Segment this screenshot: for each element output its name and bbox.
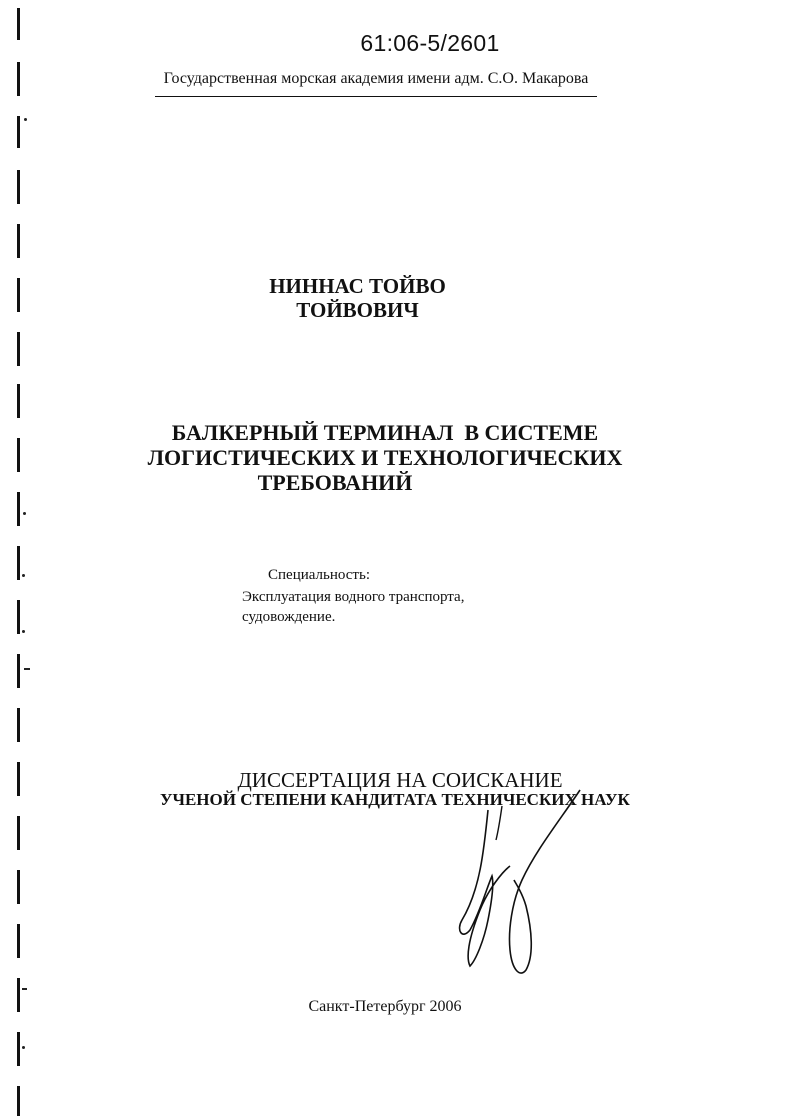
binding-mark xyxy=(17,762,20,796)
binding-mark xyxy=(17,384,20,418)
binding-speck xyxy=(22,1046,25,1049)
specialty-label: Специальность: xyxy=(268,567,370,583)
binding-mark xyxy=(17,654,20,688)
binding-mark xyxy=(17,332,20,366)
handwritten-signature xyxy=(440,780,600,980)
signature-stroke xyxy=(510,790,581,973)
specialty-line-2: судовождение. xyxy=(242,609,336,625)
title-line-1: БАЛКЕРНЫЙ ТЕРМИНАЛ В СИСТЕМЕ xyxy=(171,420,599,445)
binding-mark xyxy=(17,224,20,258)
binding-mark xyxy=(17,600,20,634)
binding-speck xyxy=(24,668,30,670)
title-line-2: ЛОГИСТИЧЕСКИХ И ТЕХНОЛОГИЧЕСКИХ xyxy=(147,445,623,470)
binding-speck xyxy=(22,574,25,577)
binding-mark xyxy=(17,116,20,148)
binding-speck xyxy=(23,512,26,515)
binding-mark xyxy=(17,1086,20,1116)
degree-line-2: УЧЕНОЙ СТЕПЕНИ КАНДИТАТА ТЕХНИЧЕСКИХ НАУК xyxy=(160,790,630,809)
dissertation-title xyxy=(100,420,670,495)
binding-mark xyxy=(17,62,20,96)
binding-mark xyxy=(17,924,20,958)
binding-mark xyxy=(17,170,20,204)
binding-mark xyxy=(17,816,20,850)
author-surname-name: НИННАС ТОЙВО xyxy=(269,274,446,298)
binding-speck xyxy=(24,118,27,121)
binding-mark xyxy=(17,546,20,580)
author-patronymic: ТОЙВОВИЧ xyxy=(296,298,419,322)
author-name xyxy=(200,274,515,322)
archive-code: 61:06-5/2601 xyxy=(360,30,500,56)
signature-stroke xyxy=(460,810,510,966)
binding-mark xyxy=(17,492,20,526)
binding-mark xyxy=(17,278,20,312)
signature-stroke xyxy=(496,806,502,840)
specialty-value xyxy=(242,587,464,627)
institution-name: Государственная морская академия имени адм. С.О. Макарова xyxy=(155,70,597,97)
binding-mark xyxy=(17,1032,20,1066)
binding-speck xyxy=(22,988,27,990)
binding-mark xyxy=(17,978,20,1012)
title-line-3: ТРЕБОВАНИЙ xyxy=(257,470,413,495)
binding-mark xyxy=(17,870,20,904)
binding-mark xyxy=(17,708,20,742)
degree-line-1: ДИССЕРТАЦИЯ НА СОИСКАНИЕ xyxy=(237,768,563,792)
binding-mark xyxy=(17,438,20,472)
binding-speck xyxy=(22,630,25,633)
place-and-year: Санкт-Петербург 2006 xyxy=(308,998,462,1015)
specialty-line-1: Эксплуатация водного транспорта, xyxy=(242,589,465,605)
